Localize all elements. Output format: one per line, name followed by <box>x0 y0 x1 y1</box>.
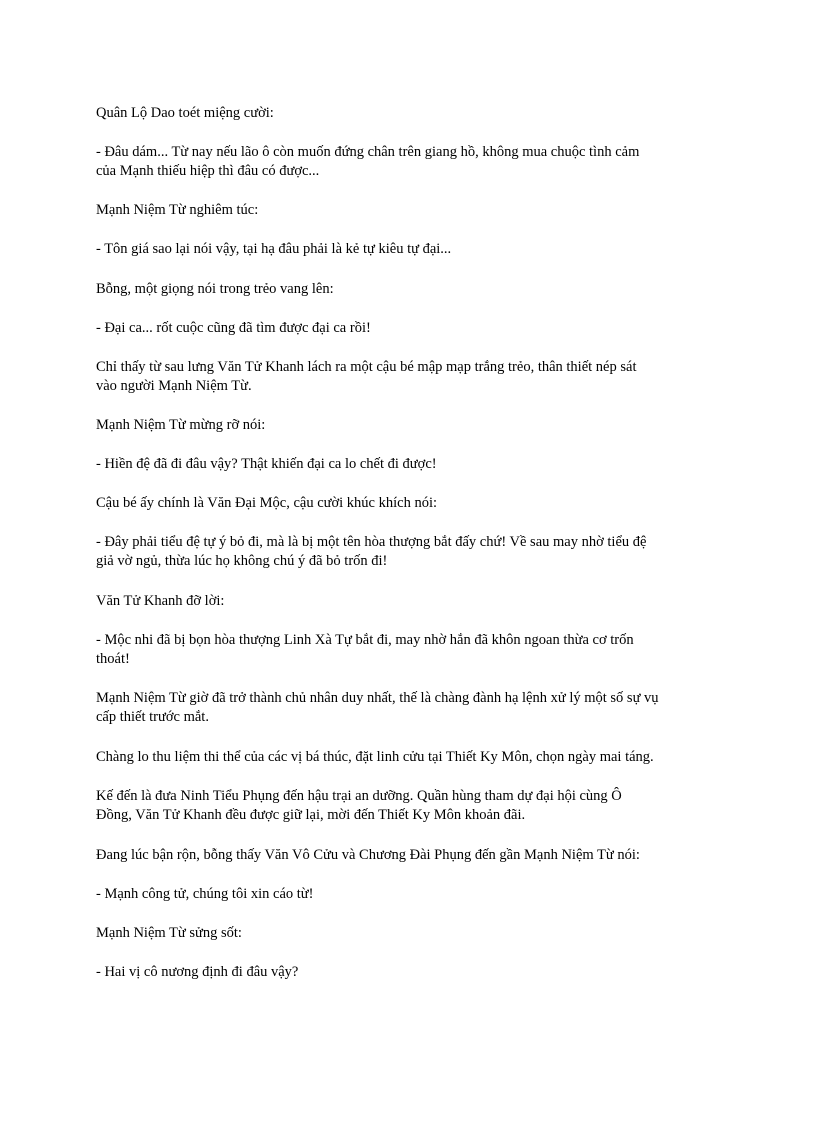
paragraph <box>96 689 726 727</box>
text-line: Mạnh Niệm Từ sửng sốt: <box>96 925 242 941</box>
text-line: Chỉ thấy từ sau lưng Văn Tử Khanh lách ra một cậu bé mập mạp trắng trẻo, thân thiết nép sát <box>96 359 637 375</box>
paragraph <box>96 416 726 435</box>
paragraph <box>96 201 726 220</box>
text-line: Mạnh Niệm Từ giờ đã trở thành chủ nhân duy nhất, thế là chàng đành hạ lệnh xử lý một số sự vụ <box>96 690 659 706</box>
text-line: Văn Tử Khanh đỡ lời: <box>96 593 225 609</box>
paragraph <box>96 533 726 571</box>
text-line: - Hai vị cô nương định đi đâu vậy? <box>96 964 299 980</box>
text-line: Đồng, Văn Tử Khanh đều được giữ lại, mời đến Thiết Ky Môn khoản đãi. <box>96 807 526 823</box>
text-line: - Đâu dám... Từ nay nếu lão ô còn muốn đứng chân trên giang hồ, không mua chuộc tình cảm <box>96 144 640 160</box>
paragraph <box>96 631 726 669</box>
text-line: Mạnh Niệm Từ mừng rỡ nói: <box>96 417 266 433</box>
text-line: Kế đến là đưa Ninh Tiểu Phụng đến hậu trại an dưỡng. Quần hùng tham dự đại hội cùng Ô <box>96 788 622 804</box>
text-line: Cậu bé ấy chính là Văn Đại Mộc, cậu cười khúc khích nói: <box>96 495 438 511</box>
paragraph <box>96 592 726 611</box>
paragraph <box>96 143 726 181</box>
text-line: giả vờ ngủ, thừa lúc họ không chú ý đã bỏ trốn đi! <box>96 553 388 569</box>
paragraph <box>96 787 726 825</box>
text-line: - Tôn giá sao lại nói vậy, tại hạ đâu phải là kẻ tự kiêu tự đại... <box>96 241 452 257</box>
paragraph <box>96 924 726 943</box>
paragraph <box>96 748 726 767</box>
paragraph <box>96 319 726 338</box>
text-line: Chàng lo thu liệm thi thể của các vị bá thúc, đặt linh cửu tại Thiết Ky Môn, chọn ngày mai táng. <box>96 749 654 765</box>
paragraph <box>96 494 726 513</box>
paragraph <box>96 240 726 259</box>
text-line: - Mộc nhi đã bị bọn hòa thượng Linh Xà Tự bắt đi, may nhờ hắn đã khôn ngoan thừa cơ trốn <box>96 632 634 648</box>
text-line: - Đây phải tiểu đệ tự ý bỏ đi, mà là bị một tên hòa thượng bắt đấy chứ! Về sau may nhờ tiểu đệ <box>96 534 647 550</box>
text-line: Mạnh Niệm Từ nghiêm túc: <box>96 202 259 218</box>
text-line: - Mạnh công tử, chúng tôi xin cáo từ! <box>96 886 314 902</box>
paragraph <box>96 280 726 299</box>
text-line: thoát! <box>96 651 130 667</box>
paragraph <box>96 358 726 396</box>
paragraph <box>96 963 726 982</box>
text-line: vào người Mạnh Niệm Từ. <box>96 378 252 394</box>
text-line: cấp thiết trước mắt. <box>96 709 209 725</box>
text-line: Quân Lộ Dao toét miệng cười: <box>96 105 274 121</box>
text-line: - Hiền đệ đã đi đâu vậy? Thật khiến đại ca lo chết đi được! <box>96 456 437 472</box>
paragraph <box>96 455 726 474</box>
paragraph <box>96 104 726 123</box>
text-line: Bỗng, một giọng nói trong trẻo vang lên: <box>96 281 334 297</box>
text-line: của Mạnh thiếu hiệp thì đâu có được... <box>96 163 320 179</box>
paragraph <box>96 885 726 904</box>
paragraph <box>96 846 726 865</box>
text-line: - Đại ca... rốt cuộc cũng đã tìm được đại ca rồi! <box>96 320 371 336</box>
text-line: Đang lúc bận rộn, bỗng thấy Văn Vô Cửu và Chương Đài Phụng đến gần Mạnh Niệm Từ nói: <box>96 847 640 863</box>
